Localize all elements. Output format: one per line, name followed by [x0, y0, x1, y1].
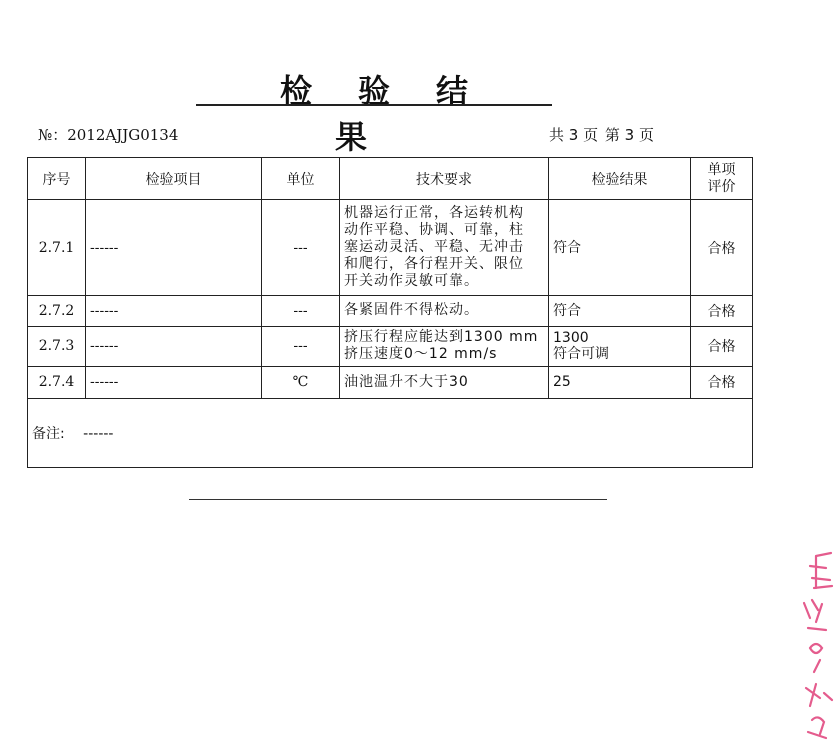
row-result: 25: [549, 366, 691, 398]
header-requirement: 技术要求: [340, 158, 549, 200]
row-evaluation: 合格: [691, 366, 753, 398]
result-line: 符合可调: [553, 346, 609, 363]
requirement-line: 机器运行正常，各运转机构: [344, 205, 524, 222]
header-item: 检验项目: [86, 158, 262, 200]
table-header-row: [28, 158, 753, 200]
row-unit: ℃: [262, 366, 340, 398]
remark-value: ------: [83, 425, 114, 442]
stamp-icon: [786, 548, 840, 748]
requirement-line: 和爬行，各行程开关、限位: [344, 256, 524, 273]
header-evaluation-line2: 评价: [707, 178, 736, 195]
remark-cell: [28, 398, 753, 467]
header-unit: 单位: [262, 158, 340, 200]
row-requirement: [340, 296, 549, 326]
requirement-line: 塞运动灵活、平稳、无冲击: [344, 239, 524, 256]
requirement-line: 挤压行程应能达到1300 mm: [344, 329, 539, 346]
page-current: 第 3 页: [604, 126, 654, 144]
row-unit: ---: [262, 200, 340, 296]
header-result: 检验结果: [549, 158, 691, 200]
row-requirement: [340, 366, 549, 398]
row-seq: 2.7.2: [28, 296, 86, 326]
page-title: 检验结果: [279, 72, 514, 156]
header-seq: 序号: [28, 158, 86, 200]
row-item: ------: [86, 296, 262, 326]
table-row: [28, 200, 753, 296]
remark-row: [28, 398, 753, 467]
row-item: ------: [86, 326, 262, 366]
table-row: [28, 326, 753, 366]
document-number: №：2012AJJG0134: [38, 126, 179, 144]
header-evaluation-line1: 单项: [707, 161, 736, 178]
row-item: ------: [86, 366, 262, 398]
requirement-line: 油池温升不大于30: [344, 373, 469, 390]
requirement-line: 开关动作灵敏可靠。: [344, 273, 479, 290]
row-evaluation: 合格: [691, 296, 753, 326]
row-evaluation: 合格: [691, 326, 753, 366]
row-unit: ---: [262, 296, 340, 326]
row-unit: ---: [262, 326, 340, 366]
row-result: 符合: [549, 200, 691, 296]
seal-stamp-fragment: [786, 548, 840, 748]
row-seq: 2.7.3: [28, 326, 86, 366]
row-seq: 2.7.4: [28, 366, 86, 398]
result-line: 1300: [553, 330, 589, 347]
row-item: ------: [86, 200, 262, 296]
row-evaluation: 合格: [691, 200, 753, 296]
row-result: [549, 326, 691, 366]
remark-label: 备注:: [32, 425, 65, 442]
table-row: [28, 296, 753, 326]
header-evaluation: [691, 158, 753, 200]
row-requirement: [340, 326, 549, 366]
row-requirement: [340, 200, 549, 296]
row-seq: 2.7.1: [28, 200, 86, 296]
inspection-results-table: [27, 157, 753, 468]
table-row: [28, 366, 753, 398]
page-info: [549, 124, 656, 145]
title-underline: [196, 104, 552, 106]
row-result: 符合: [549, 296, 691, 326]
bottom-divider: [189, 499, 607, 500]
requirement-line: 各紧固件不得松动。: [344, 302, 479, 319]
requirement-line: 挤压速度0～12 mm/s: [344, 346, 498, 363]
requirement-line: 动作平稳、协调、可靠，柱: [344, 222, 524, 239]
page-total: 共 3 页: [549, 126, 599, 144]
